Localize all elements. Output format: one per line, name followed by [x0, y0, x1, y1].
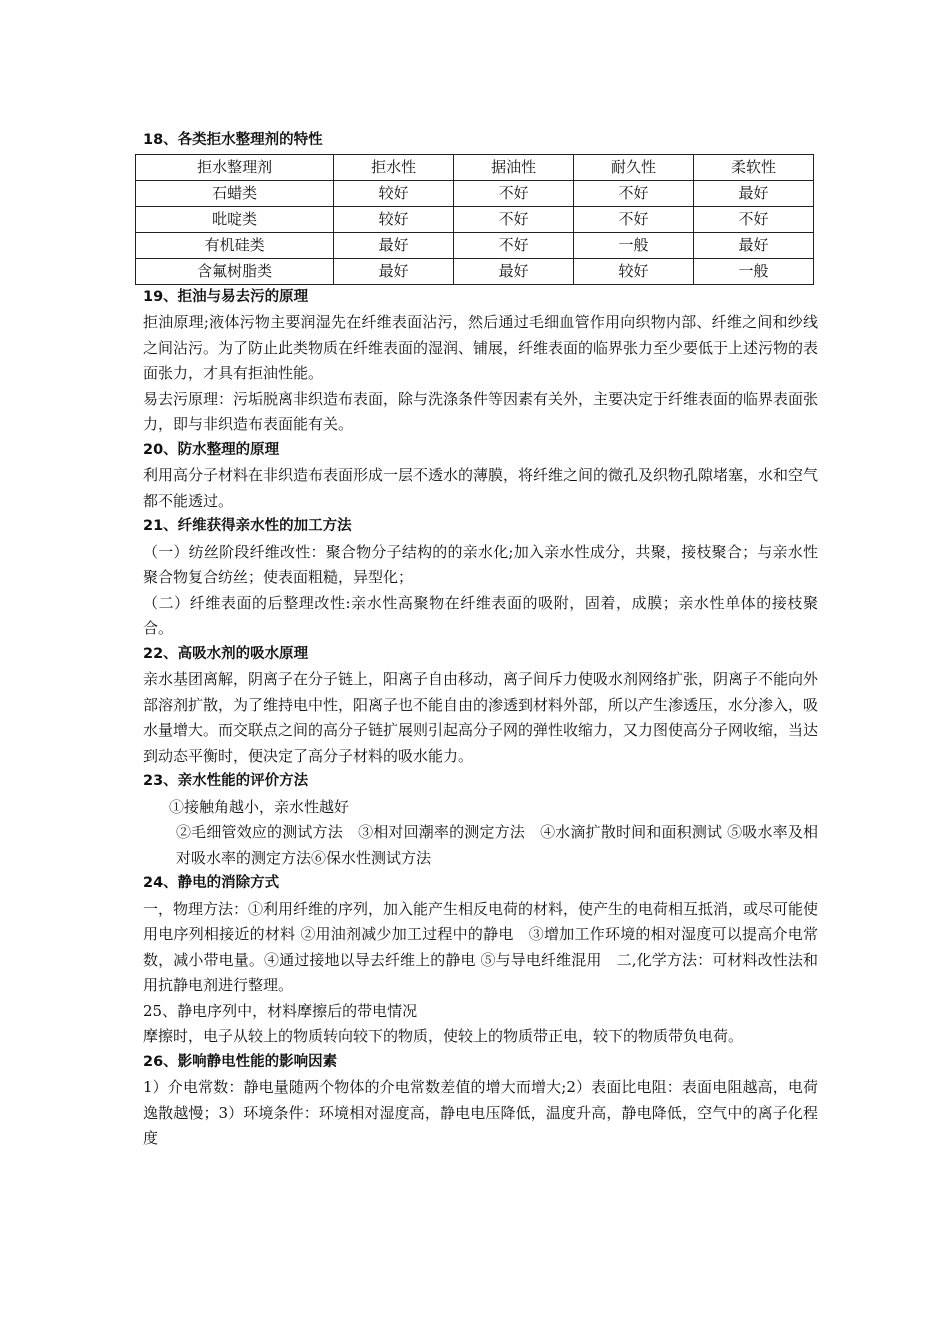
table-cell: 不好: [574, 180, 694, 206]
table-cell: 有机硅类: [136, 232, 334, 258]
table-cell: 最好: [694, 180, 814, 206]
finishing-modification-paragraph: （二）纤维表面的后整理改性:亲水性高聚物在纤维表面的吸附，固着，成膜；亲水性单体的接枝聚合。: [143, 593, 818, 637]
table-cell: 较好: [334, 180, 454, 206]
evaluation-line-2: ②毛细管效应的测试方法 ③相对回潮率的测定方法 ④水滴扩散时间和面积测试 ⑤吸水率及相对吸水率的测定方法⑥保水性测试方法: [176, 823, 818, 867]
section-25-title: 25、静电序列中，材料摩擦后的带电情况: [143, 1001, 418, 1020]
static-factors-paragraph: 1）介电常数：静电量随两个物体的介电常数差值的增大而增大;2）表面比电阻：表面电阻越高，电荷逸散越慢；3）环境条件：环境相对湿度高，静电电压降低，温度升高，静电降低，空气中的离子化程度: [143, 1078, 818, 1147]
document-page: [143, 128, 818, 1152]
triboelectric-paragraph: 摩擦时，电子从较上的物质转向较下的物质，使较上的物质带正电，较下的物质带负电荷。: [143, 1027, 744, 1045]
section-19-title: 19、拒油与易去污的原理: [143, 288, 309, 305]
section-23-title: 23、亲水性能的评价方法: [143, 773, 309, 789]
table-cell: 吡啶类: [136, 206, 334, 232]
table-cell: 最好: [334, 232, 454, 258]
table-header-cell: 拒水性: [334, 154, 454, 180]
section-22-title: 22、高吸水剂的吸水原理: [143, 645, 309, 662]
section-26-title: 26、影响静电性能的影响因素: [143, 1053, 338, 1070]
section-18-title: 18、各类拒水整理剂的特性: [143, 132, 323, 148]
table-cell: 不好: [694, 206, 814, 232]
oil-repellency-paragraph: 拒油原理;液体污物主要润湿先在纤维表面沾污，然后通过毛细血管作用向织物内部、纤维之间和纱线之间沾污。为了防止此类物质在纤维表面的湿润、铺展，纤维表面的临界张力至少要低于上述污物的表面张力，才具有拒油性能。: [143, 313, 819, 382]
static-elimination-paragraph: 一，物理方法：①利用纤维的序列，加入能产生相反电荷的材料，使产生的电荷相互抵消，或尽可能使用电序列相接近的材料 ②用油剂减少加工过程中的静电 ③增加工作环境的相对湿度可以提高介电常数，减小带电量。④通过接地以导去纤维上的静电 ⑤与导电纤维混用 二,化学方法：可材料改性法和用抗静电剂进行整理。: [143, 899, 819, 994]
table-header-row: [136, 154, 814, 180]
table-row: [136, 206, 814, 232]
table-cell: 最好: [694, 232, 814, 258]
table-cell: 不好: [574, 206, 694, 232]
table-cell: 较好: [334, 206, 454, 232]
table-header-cell: 据油性: [454, 154, 574, 180]
table-cell: 石蜡类: [136, 180, 334, 206]
section-24-title: 24、静电的消除方式: [143, 875, 280, 891]
table-row: [136, 258, 814, 284]
superabsorbent-paragraph: 亲水基团离解，阴离子在分子链上，阳离子自由移动，离子间斥力使吸水剂网络扩张，阴离子不能向外部溶剂扩散，为了维持电中性，阳离子也不能自由的渗透到材料外部，所以产生渗透压，水分渗入，吸水量增大。而交联点之间的高分子链扩展则引起高分子网的弹性收缩力，又力图使高分子网收缩，当达到动态平衡时，便决定了高分子材料的吸水能力。: [143, 670, 819, 765]
table-cell: 较好: [574, 258, 694, 284]
table-header-cell: 拒水整理剂: [136, 154, 334, 180]
table-header-cell: 耐久性: [574, 154, 694, 180]
table-cell: 最好: [334, 258, 454, 284]
section-21-title: 21、纤维获得亲水性的加工方法: [143, 518, 352, 534]
table-row: [136, 180, 814, 206]
soil-release-paragraph: 易去污原理：污垢脱离非织造布表面，除与洗涤条件等因素有关外，主要决定于纤维表面的临界表面张力，即与非织造布表面能有关。: [143, 389, 819, 433]
table-header-cell: 柔软性: [694, 154, 814, 180]
waterproof-paragraph: 利用高分子材料在非织造布表面形成一层不透水的薄膜，将纤维之间的微孔及织物孔隙堵塞，水和空气都不能透过。: [143, 466, 819, 510]
table-cell: 最好: [454, 258, 574, 284]
table-row: [136, 232, 814, 258]
table-cell: 含氟树脂类: [136, 258, 334, 284]
water-repellent-table: [135, 154, 814, 285]
table-cell: 不好: [454, 206, 574, 232]
table-cell: 一般: [694, 258, 814, 284]
table-cell: 一般: [574, 232, 694, 258]
table-cell: 不好: [454, 232, 574, 258]
section-20-title: 20、防水整理的原理: [143, 441, 280, 458]
table-cell: 不好: [454, 180, 574, 206]
evaluation-line-1: ①接触角越小，亲水性越好: [169, 797, 350, 816]
spinning-modification-paragraph: （一）纺丝阶段纤维改性：聚合物分子结构的的亲水化;加入亲水性成分，共聚，接枝聚合；与亲水性聚合物复合纺丝；使表面粗糙，异型化；: [143, 542, 818, 586]
